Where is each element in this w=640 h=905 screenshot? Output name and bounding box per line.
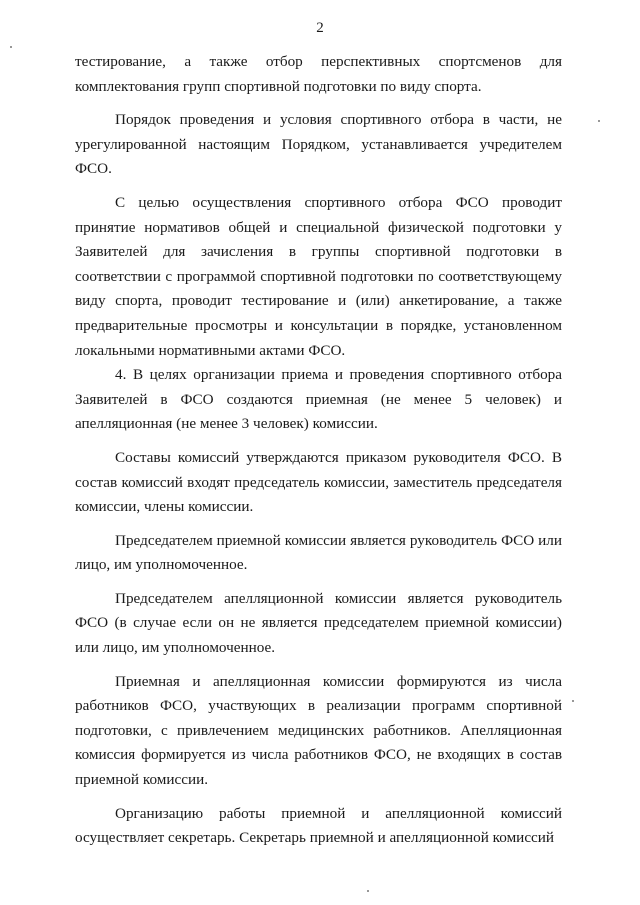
paragraph-commission-composition: Составы комиссий утверждаются приказом руководителя ФСО. В состав комиссий входят председатель комиссии, заместитель председателя комиссии, члены комиссии.: [75, 448, 562, 516]
scan-speck: [598, 120, 600, 122]
scan-speck: [367, 890, 369, 892]
paragraph-selection-procedure: Порядок проведения и условия спортивного отбора в части, не урегулированной настоящим Порядком, устанавливается учредителем ФСО.: [75, 111, 562, 178]
paragraph-appeal-chair: Председателем апелляционной комиссии является руководитель ФСО (в случае если он не является председателем приемной комиссии) или лицо, им уполномоченное.: [75, 589, 562, 657]
paragraph-admission-chair: Председателем приемной комиссии является руководитель ФСО или лицо, им уполномоченное.: [75, 531, 562, 574]
paragraph-continuation: тестирование, а также отбор перспективных спортсменов для комплектования групп спортивной подготовки по виду спорта.: [75, 53, 562, 95]
scan-speck: [572, 700, 574, 702]
paragraph-item-4: 4. В целях организации приема и проведения спортивного отбора Заявителей в ФСО создаются приемная (не менее 5 человек) и апелляционная (не менее 3 человек) комиссии.: [75, 366, 562, 433]
paragraph-secretary: Организацию работы приемной и апелляционной комиссий осуществляет секретарь. Секретарь приемной и апелляционной комиссий: [75, 804, 562, 847]
scan-speck: [10, 46, 12, 48]
document-body: [75, 50, 562, 851]
page-number: 2: [316, 20, 324, 36]
paragraph-selection-purpose: С целью осуществления спортивного отбора ФСО проводит принятие нормативов общей и специальной физической подготовки у Заявителей для зачисления в группы спортивной подготовки в соответствии с программой спортивной подготовки по соответствующему виду спорта, проводит тестирование и (или) анкетирование, а также предварительные просмотры и консультации в порядке, установленном локальными нормативными актами ФСО.: [75, 193, 562, 359]
paragraph-commission-formation: Приемная и апелляционная комиссии формируются из числа работников ФСО, участвующих в реализации программ спортивной подготовки, с привлечением медицинских работников. Апелляционная комиссия формируется из числа работников ФСО, не входящих в состав приемной комиссии.: [75, 672, 562, 789]
